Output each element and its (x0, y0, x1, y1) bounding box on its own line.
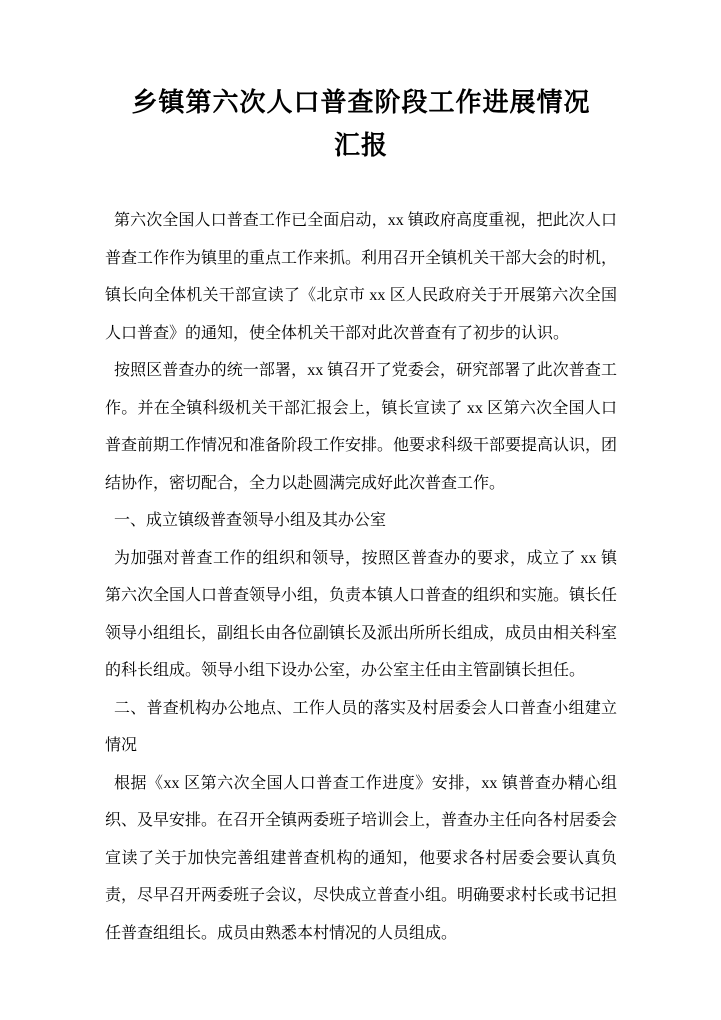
paragraph-census-office: 根据《xx 区第六次全国人口普查工作进度》安排，xx 镇普查办精心组织、及早安排。在召开全镇两委班子培训会上，普查办主任向各村居委会宣读了关于加快完善组建普查机构的通知，他要求各村居委会要认真负责，尽早召开两委班子会议，尽快成立普查小组。明确要求村长或书记担任普查组组长。成员由熟悉本村情况的人员组成。 (105, 774, 618, 942)
document-body (105, 202, 617, 952)
paragraph-intro: 第六次全国人口普查工作已全面启动，xx 镇政府高度重视，把此次人口普查工作作为镇里的重点工作来抓。利用召开全镇机关干部大会的时机，镇长向全体机关干部宣读了《北京市 xx 区人民政府关于开展第六次全国人口普查》的通知，使全体机关干部对此次普查有了初步的认识。 (105, 212, 618, 342)
document-title: 乡镇第六次人口普查阶段工作进展情况汇报 (131, 88, 591, 160)
section-heading-1: 一、成立镇级普查领导小组及其办公室 (114, 512, 387, 529)
section-heading-2: 二、普查机构办公地点、工作人员的落实及村居委会人口普查小组建立情况 (105, 699, 617, 754)
paragraph-leading-group: 为加强对普查工作的组织和领导，按照区普查办的要求，成立了 xx 镇第六次全国人口普查领导小组，负责本镇人口普查的组织和实施。镇长任领导小组组长，副组长由各位副镇长及派出所所长组成，成员由相关科室的科长组成。领导小组下设办公室，办公室主任由主管副镇长担任。 (105, 549, 618, 679)
paragraph-deployment: 按照区普查办的统一部署，xx 镇召开了党委会，研究部署了此次普查工作。并在全镇科级机关干部汇报会上，镇长宣读了 xx 区第六次全国人口普查前期工作情况和准备阶段工作安排。他要求科级干部要提高认识，团结协作，密切配合，全力以赴圆满完成好此次普查工作。 (105, 362, 618, 492)
